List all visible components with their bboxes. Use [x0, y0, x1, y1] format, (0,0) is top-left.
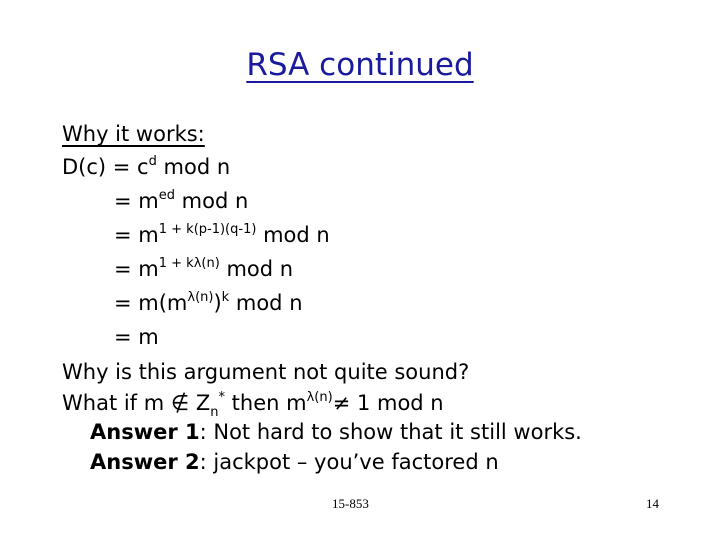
eq3-exponent: 1 + k(p-1)(q-1)	[158, 222, 257, 237]
equation-line-3	[114, 222, 330, 247]
answer-1-text: : Not hard to show that it still works.	[199, 420, 582, 444]
whatif-d: 1 mod n	[350, 391, 444, 415]
eq4-rest: mod n	[219, 257, 294, 281]
answer-2-label: Answer 2	[90, 450, 200, 474]
eq1-exponent: d	[148, 154, 157, 169]
whatif-exponent: λ(n)	[306, 390, 333, 405]
equation-line-4	[114, 256, 294, 281]
what-if-line	[62, 390, 444, 420]
footer-course: 15-853	[332, 496, 369, 511]
eq2-prefix: = m	[114, 189, 159, 213]
eq2-exponent: ed	[158, 188, 175, 203]
eq5-mid: )	[213, 291, 222, 315]
answer-1-line	[90, 422, 582, 443]
eq1-lhs: D(c) = c	[62, 155, 149, 179]
equation-line-1	[62, 154, 231, 179]
eq4-exponent: 1 + kλ(n)	[158, 256, 220, 271]
answer-1-label: Answer 1	[90, 420, 200, 444]
eq5-exponent-1: λ(n)	[187, 290, 214, 305]
eq1-rest: mod n	[156, 155, 231, 179]
eq5-rest: mod n	[229, 291, 303, 315]
whatif-c: then m	[225, 391, 307, 415]
not-equal-icon: ≠	[332, 391, 351, 415]
equation-line-6: = m	[114, 325, 159, 349]
equation-line-5	[114, 290, 303, 315]
heading-why-it-works: Why it works:	[62, 122, 205, 146]
eq3-prefix: = m	[114, 223, 159, 247]
whatif-a: What if m	[62, 391, 171, 415]
whatif-b: Z	[189, 391, 211, 415]
question-line: Why is this argument not quite sound?	[62, 360, 470, 384]
footer-page-number: 14	[646, 496, 659, 511]
whatif-star: *	[218, 390, 225, 405]
eq2-rest: mod n	[174, 189, 249, 213]
answer-2-line	[90, 452, 499, 473]
not-element-of-icon: ∉	[170, 391, 190, 415]
slide-title: RSA continued	[246, 47, 474, 83]
whatif-subscript-n: n	[210, 405, 219, 420]
eq5-prefix: = m(m	[114, 291, 188, 315]
answer-2-text: : jackpot – you’ve factored n	[199, 450, 499, 474]
eq4-prefix: = m	[114, 257, 159, 281]
eq3-rest: mod n	[256, 223, 330, 247]
eq5-exponent-2: k	[221, 290, 230, 305]
equation-line-2	[114, 188, 249, 213]
